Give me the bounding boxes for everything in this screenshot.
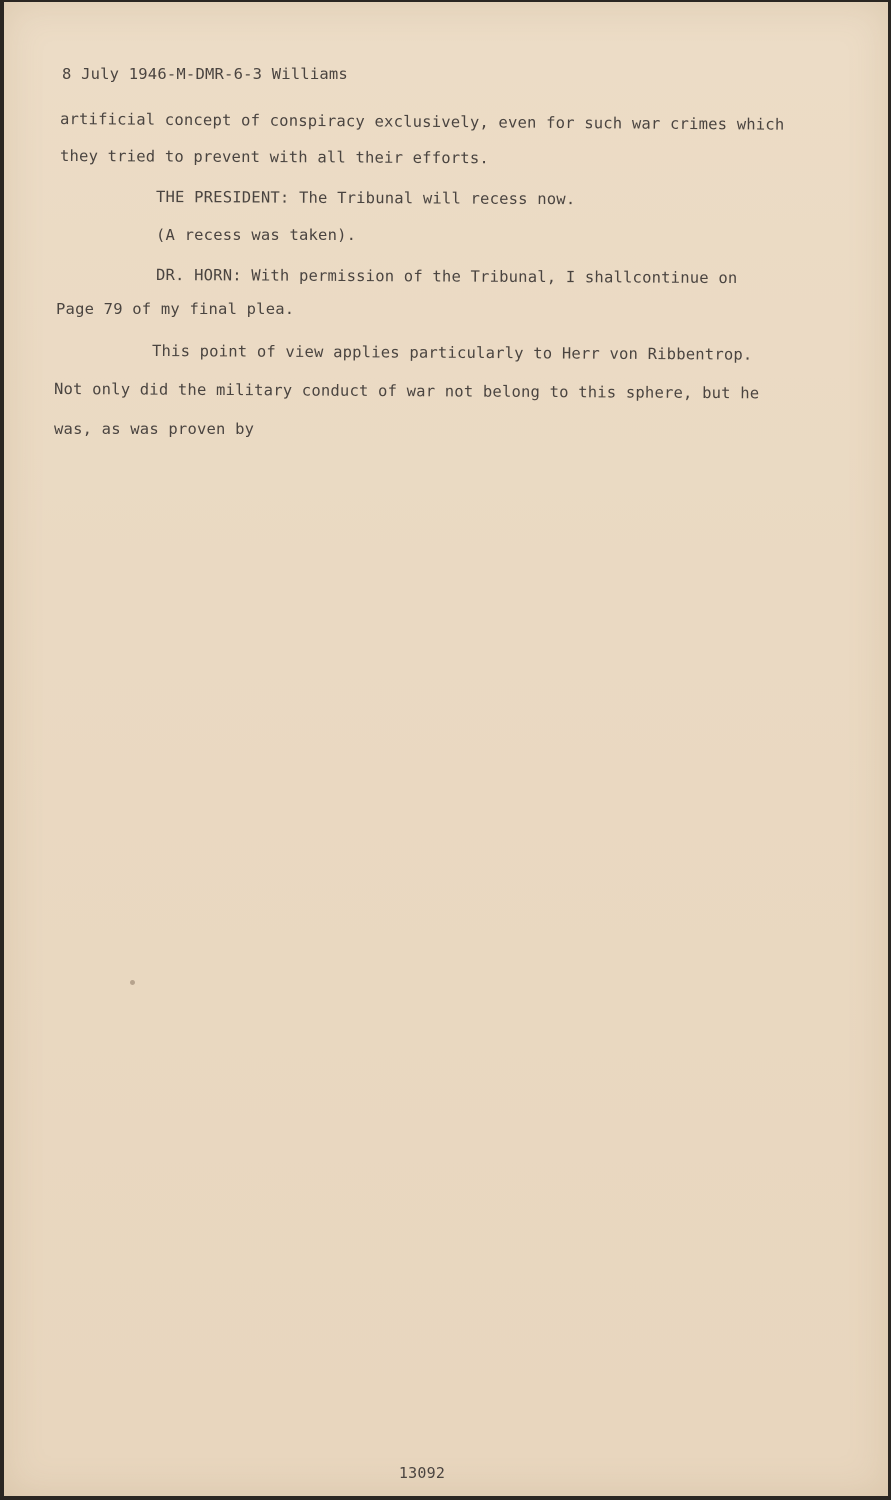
paper-speck [130, 980, 135, 985]
text-line: DR. HORN: With permission of the Tribunal, I shallcontinue on [155, 266, 738, 288]
text-line: artificial concept of conspiracy exclusively, even for such war crimes which [59, 110, 785, 134]
text-line: (A recess was taken). [156, 226, 357, 244]
text-line: was, as was proven by [54, 420, 255, 438]
page-number: 13092 [398, 1464, 446, 1482]
text-line: Page 79 of my final plea. [56, 300, 295, 318]
text-line: they tried to prevent with all their efforts. [59, 147, 489, 168]
document-header: 8 July 1946-M-DMR-6-3 Williams [62, 65, 348, 83]
text-line: THE PRESIDENT: The Tribunal will recess now. [155, 188, 576, 209]
text-line: Not only did the military conduct of war not belong to this sphere, but he [53, 380, 760, 403]
document-page [4, 2, 888, 1496]
text-line: This point of view applies particularly to Herr von Ribbentrop. [151, 342, 753, 364]
